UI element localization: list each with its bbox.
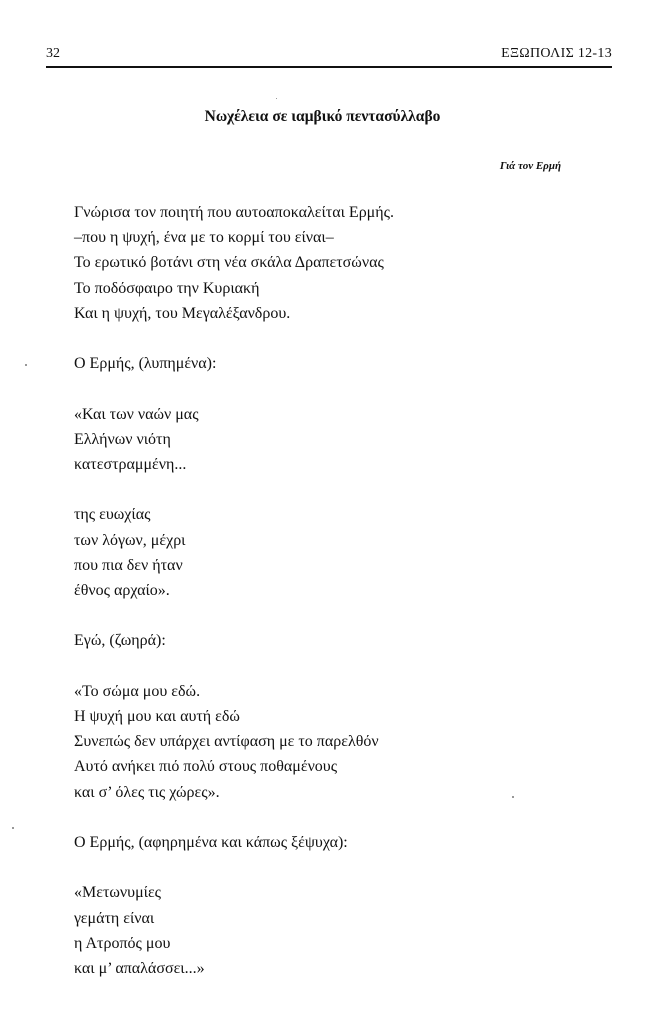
stanza: [74, 880, 594, 981]
poem-title: Νωχέλεια σε ιαμβικό πεντασύλλαβο: [204, 108, 441, 125]
poem-line: των λόγων, μέχρι: [74, 531, 186, 549]
poem-line: και σ’ όλες τις χώρες».: [74, 783, 220, 801]
poem-line: «Μετωνυμίες: [74, 884, 161, 902]
poem-line: Το ερωτικό βοτάνι στη νέα σκάλα Δραπετσώνας: [74, 254, 384, 272]
scan-speck: [25, 364, 27, 366]
poem-line: Ο Ερμής, (αφηρημένα και κάπως ξέψυχα):: [74, 833, 348, 851]
stanza: [74, 679, 594, 805]
stanza: [74, 830, 594, 855]
poem-line: Ο Ερμής, (λυπημένα):: [74, 355, 217, 373]
page-header: [46, 46, 612, 64]
poem-line: Και η ψυχή, του Μεγαλέξανδρου.: [74, 304, 291, 322]
poem-line: «Το σώμα μου εδώ.: [74, 682, 201, 700]
poem-line: Το ποδόσφαιρο την Κυριακή: [74, 279, 260, 297]
dedication: Γιά τον Ερμή: [499, 160, 561, 172]
poem-line: Εγώ, (ζωηρά):: [74, 632, 166, 650]
stanza: [74, 351, 594, 376]
stanza: [74, 200, 594, 326]
poem-line: και μ’ απαλάσσει...»: [74, 959, 205, 977]
poem-line: «Και των ναών μας: [74, 405, 199, 423]
poem-line: που πια δεν ήταν: [74, 556, 183, 574]
poem-line: –που η ψυχή, ένα με το κορμί του είναι–: [74, 229, 334, 247]
scan-speck: [12, 827, 14, 829]
running-head: ΕΞΩΠΟΛΙΣ 12-13: [501, 46, 612, 61]
poem-line: Συνεπώς δεν υπάρχει αντίφαση με το παρελθόν: [74, 733, 379, 751]
poem-line: Η ψυχή μου και αυτή εδώ: [74, 707, 240, 725]
page-number: 32: [46, 46, 60, 61]
scan-speck: [276, 98, 277, 99]
stanza: [74, 402, 594, 478]
poem-line: έθνος αρχαίο».: [74, 582, 170, 599]
poem-line: Γνώρισα τον ποιητή που αυτοαποκαλείται Ερμής.: [74, 204, 394, 221]
poem-line: Ελλήνων νιότη: [74, 430, 171, 448]
stanza: [74, 628, 594, 653]
poem-line: κατεστραμμένη...: [74, 456, 187, 473]
poem-line: της ευωχίας: [74, 506, 151, 524]
stanza: [74, 502, 594, 603]
poem-line: γεμάτη είναι: [74, 909, 155, 927]
poem-body: [74, 200, 594, 981]
header-rule: [46, 66, 612, 68]
scan-speck: [512, 796, 514, 798]
poem-line: Αυτό ανήκει πιό πολύ στους ποθαμένους: [74, 758, 338, 776]
poem-line: η Ατροπός μου: [74, 934, 171, 952]
